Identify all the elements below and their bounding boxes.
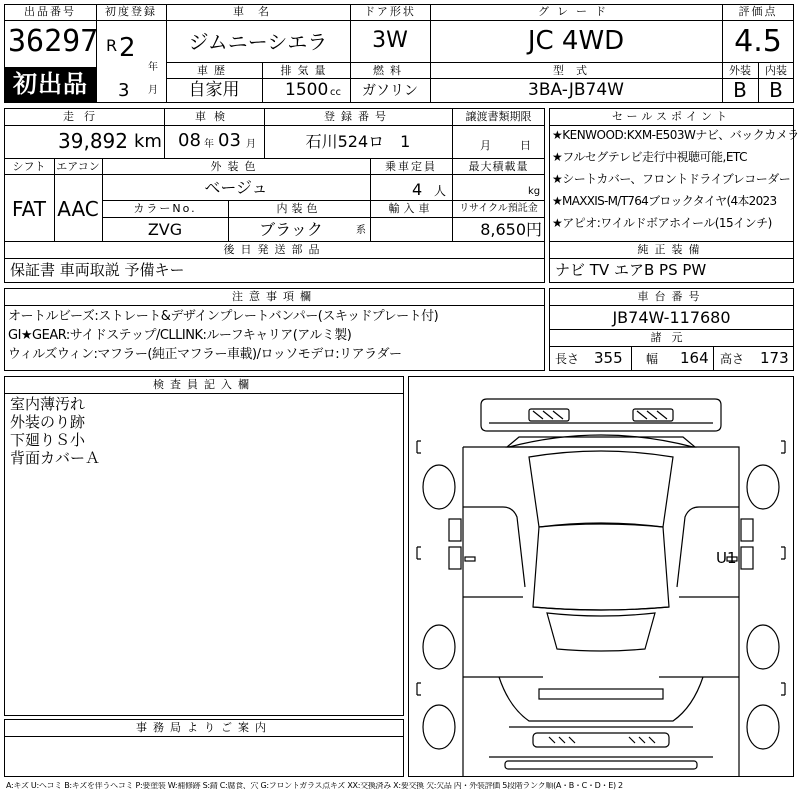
note-line: オートルビーズ:ストレート&デザインプレートバンパー(スキッドプレート付) — [8, 309, 439, 324]
sales-point-item: ★アピオ:ワイルドボアホイール(15インチ) — [552, 216, 772, 230]
month-unit: 月 — [148, 85, 158, 96]
first-reg-year: 2 — [119, 33, 136, 63]
car-name: ジムニーシエラ — [188, 30, 328, 54]
cc-unit: cc — [330, 87, 341, 98]
inspector-line: 室内薄汚れ — [10, 395, 86, 413]
height-label: 高さ — [720, 352, 745, 366]
later-parts-label: 後日発送部品 — [223, 243, 326, 256]
inspector-line: 外装のり跡 — [10, 413, 86, 431]
first-listing-badge: 初出品 — [5, 67, 96, 102]
first-reg-label: 初度登録 — [105, 5, 157, 18]
note-line: ウィルズウィン:マフラー(純正マフラー車載)/ロッソモデロ:リアラダー — [8, 347, 402, 362]
interior-label: 内装 — [765, 64, 787, 77]
ext-color-label: 外装色 — [210, 160, 262, 173]
int-color-label: 内装色 — [276, 202, 322, 215]
inspection-year-unit: 年 — [204, 139, 214, 150]
car-body-diagram — [409, 377, 793, 776]
sales-point-item: ★KENWOOD:KXM-E503Wナビ、バックカメラ — [552, 128, 799, 142]
inspection-month: 03 — [218, 130, 241, 151]
color-no: ZVG — [147, 220, 183, 239]
displacement: 1500 — [285, 80, 329, 100]
legend: A:キズ U:ヘコミ B:キズを伴うヘコミ P:要塗装 W:補修跡 S:錆 C:腐食、穴 G:フロントガラス点キズ XX:交換済み X:要交換 欠:欠品 内・外装評価 5段階ランク順(A・B・C・D・E) 2 — [6, 782, 623, 790]
chassis-label: 車台番号 — [637, 290, 706, 303]
inspection-label: 車検 — [195, 110, 233, 123]
era-letter: R — [106, 36, 118, 55]
door-type: 3W — [372, 28, 408, 53]
exterior-grade: B — [733, 78, 747, 102]
height: 173 — [760, 349, 789, 367]
sales-point-item: ★MAXXIS-M/T764ブロックタイヤ(4本2023 — [552, 194, 777, 208]
transfer-label: 譲渡書類期限 — [465, 110, 532, 123]
color-no-label: カラーNo. — [133, 202, 197, 215]
grade: JC 4WD — [527, 26, 625, 56]
history: 自家用 — [188, 80, 240, 100]
car-name-label: 車名 — [233, 5, 283, 18]
model: 3BA-JB74W — [528, 80, 624, 100]
plate-number: 石川524ロ 1 — [305, 132, 411, 151]
lot-number: 36297 — [8, 24, 99, 59]
inspection-month-unit: 月 — [246, 139, 256, 150]
sales-points-list — [552, 128, 799, 239]
history-label: 車歴 — [197, 64, 231, 77]
person-unit: 人 — [434, 184, 447, 198]
fuel: ガソリン — [362, 83, 418, 99]
displacement-label: 排気量 — [280, 64, 332, 77]
score-label: 評価点 — [738, 5, 778, 18]
kg-unit: kg — [528, 186, 541, 197]
aircon: AAC — [57, 197, 99, 221]
note-line: GI★GEAR:サイドステップ/CLLINK:ルーフキャリア(アルミ製) — [8, 328, 352, 343]
inspector-notes — [10, 397, 100, 469]
recycle-label: リサイクル預託金 — [459, 203, 538, 214]
int-color: ブラック — [259, 220, 323, 239]
inspector-line: 下廻りＳ小 — [10, 431, 86, 449]
km-unit: km — [134, 131, 162, 152]
inspector-label: 検査員記入欄 — [153, 378, 255, 391]
kei-unit: 系 — [356, 225, 366, 236]
door-label: ドア形状 — [364, 5, 416, 18]
transfer-day-unit: 日 — [520, 139, 531, 152]
length: 355 — [594, 349, 623, 367]
width: 164 — [680, 349, 709, 367]
shift: FAT — [11, 197, 46, 221]
fuel-label: 燃料 — [373, 64, 407, 77]
load-label: 最大積載量 — [468, 160, 529, 173]
capacity-label: 乗車定員 — [385, 160, 437, 173]
capacity: 4 — [412, 180, 423, 199]
later-parts: 保証書 車両取説 予備キー — [10, 261, 185, 279]
sales-points-label: セールスポイント — [611, 110, 731, 123]
sales-point-item: ★シートカバー、フロントドライブレコーダー — [552, 172, 791, 186]
first-reg-month: 3 — [118, 80, 130, 101]
ext-color: ベージュ — [204, 178, 268, 197]
width-label: 幅 — [646, 352, 659, 366]
mileage: 39,892 — [58, 129, 128, 153]
ac-label: エアコン — [56, 160, 100, 173]
transfer-month-unit: 月 — [480, 139, 491, 152]
damage-mark: U1 — [716, 549, 737, 567]
length-label: 長さ — [555, 352, 580, 366]
plate-label: 登録番号 — [324, 110, 392, 123]
notes-list — [8, 310, 543, 367]
notes-label: 注意事項欄 — [232, 290, 317, 303]
model-label: 型式 — [553, 64, 599, 77]
mileage-label: 走行 — [63, 110, 105, 123]
exterior-label: 外装 — [729, 64, 751, 77]
equipment: ナビ TV エアB PS PW — [555, 261, 707, 279]
grade-label: グレード — [538, 5, 614, 18]
import-label: 輸入車 — [388, 202, 434, 215]
spec-label: 諸元 — [650, 331, 693, 344]
lot-no-label: 出品番号 — [24, 5, 76, 18]
equipment-label: 純正装備 — [637, 243, 706, 256]
office-label: 事務局よりご案内 — [136, 721, 272, 734]
shift-label: シフト — [12, 160, 46, 173]
inspection-year: 08 — [178, 130, 201, 151]
inspector-line: 背面カバーＡ — [10, 449, 101, 467]
recycle-fee: 8,650円 — [480, 220, 542, 239]
chassis-number: JB74W-117680 — [612, 308, 731, 327]
score: 4.5 — [734, 24, 782, 59]
year-unit: 年 — [148, 62, 158, 73]
interior-grade: B — [769, 78, 783, 102]
sales-point-item: ★フルセグテレビ走行中視聴可能,ETC — [552, 150, 747, 164]
